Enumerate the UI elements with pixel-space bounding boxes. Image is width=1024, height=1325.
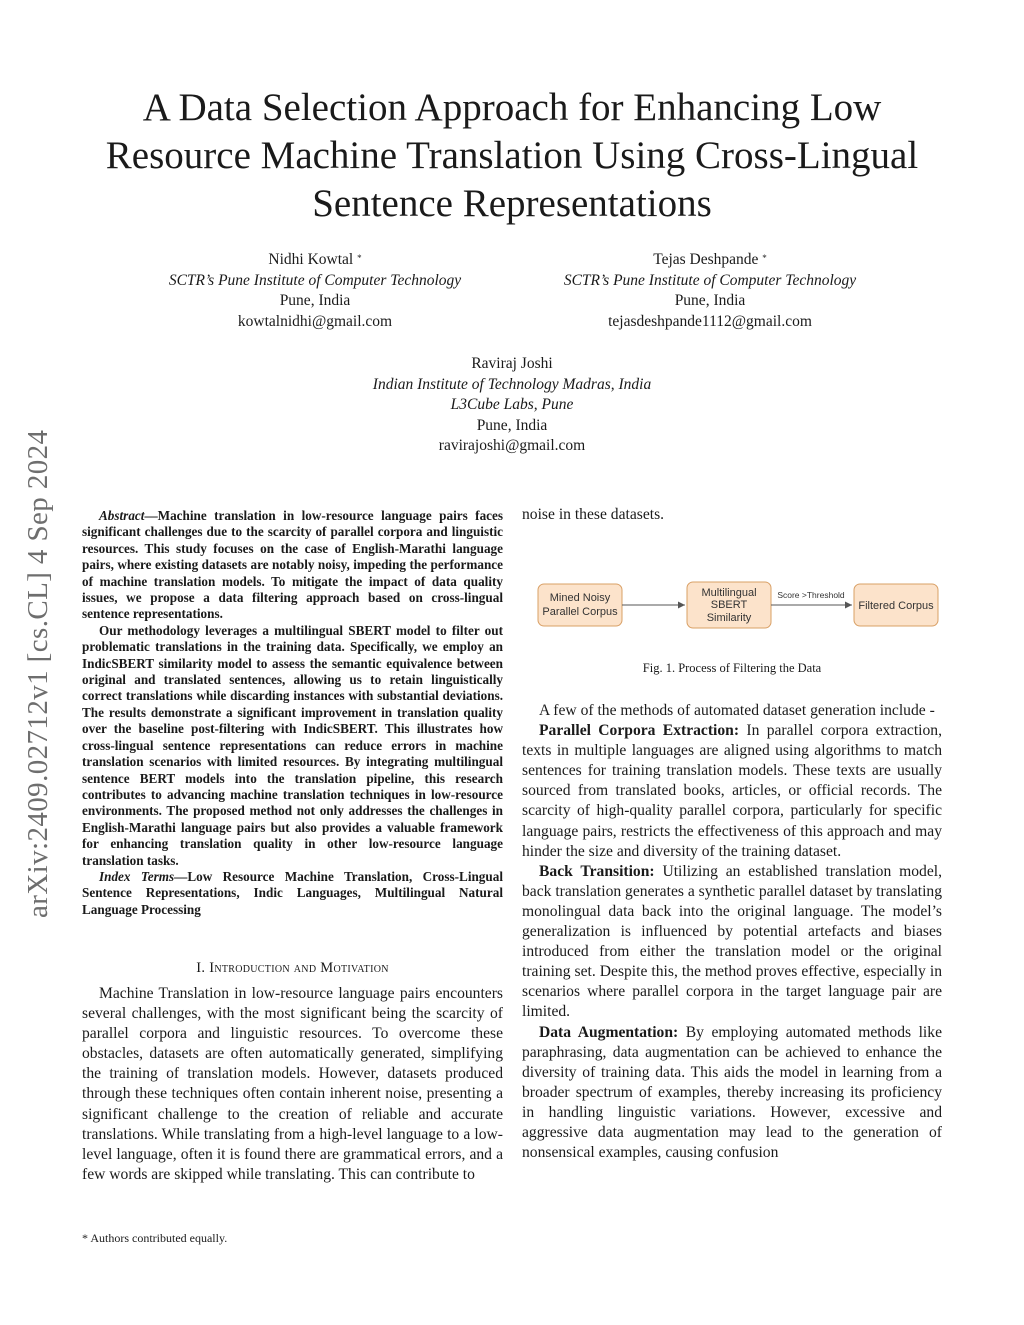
body-paragraph: noise in these datasets.: [522, 506, 665, 523]
author-affiliation: L3Cube Labs, Pune: [450, 396, 574, 413]
section-heading: I. Introduction and Motivation: [196, 960, 389, 976]
intro-section: [82, 984, 503, 1185]
body-paragraph: A few of the methods of automated dataset generation include -: [539, 702, 935, 719]
methods-section: [522, 701, 942, 1163]
abstract: [82, 508, 503, 918]
author-email: ravirajoshi@gmail.com: [438, 437, 586, 454]
figure-box-input: [538, 584, 622, 626]
paper-title: [60, 84, 964, 228]
author-affiliation: Indian Institute of Technology Madras, India: [372, 375, 652, 393]
abstract-label: Abstract: [99, 508, 145, 523]
body-paragraph: Machine Translation in low-resource language pairs encounters several challenges, with the most significant being the scarcity of parallel corpora and linguistic resources. To overcome these obstacles, datasets are often automatically generated, simplifying the training of translation models. However, datasets produced through these techniques often contain inherent noise, presenting a significant challenge to the creation of reliable and accurate translations. While translating from a high-level language to a low-level language, often it is found there are grammatical errors, and a few words are skipped while translating. This can contribute to: [82, 985, 503, 1183]
intro-continuation: [522, 505, 942, 525]
author-location: Pune, India: [674, 292, 746, 309]
figure-edge-label: Score >Threshold: [777, 590, 845, 600]
method-back-transition: Back Transition: Utilizing an established translation model, back translation generates a synthetic parallel dataset by translating monolingual data back into the original language. The model’s generalization is influenced by potential artefacts and biases introduced from either the translation model or the original training set. Despite this, the method proves effective, especially in scenarios where parallel corpora in the target language pair are limited.: [522, 862, 943, 1021]
author-block-kowtal: [120, 250, 510, 332]
index-terms-label: Index Terms: [99, 868, 175, 884]
figure-box-label: Parallel Corpus: [542, 606, 618, 618]
title-line: A Data Selection Approach for Enhancing Low: [142, 86, 882, 129]
footnote: * Authors contributed equally.: [82, 1231, 228, 1245]
author-email: kowtalnidhi@gmail.com: [237, 312, 393, 330]
figure-box-label: Multilingual: [701, 587, 757, 599]
figure-caption: Fig. 1. Process of Filtering the Data: [642, 661, 822, 675]
figure-box-label: Similarity: [706, 612, 752, 624]
method-data-augmentation: Data Augmentation: By employing automated methods like paraphrasing, data augmentation can be achieved to enhance the diversity of training data. This aids the model in learning from a broader spectrum of examples, thereby increasing its proficiency in handling linguistic variations. However, excessive and aggressive data augmentation may lead to the generation of nonsensical examples, causing confusion: [522, 1023, 942, 1162]
author-email: tejasdeshpande1112@gmail.com: [608, 312, 812, 330]
abstract-paragraph: Our methodology leverages a multilingual SBERT model to filter out problematic translations in the training data. Specifically, we employ an IndicSBERT similarity model to assess the semantic equivalence between original and translated sentences, allowing us to retain linguistically correct translations while discarding instances with substantial deviations. The results demonstrate a significant improvement in translation quality over the baseline post-filtering with IndicSBERT. This illustrates how cross-lingual sentence representations can reduce errors in machine translation scenarios with limited resources. By integrating multilingual sentence BERT models into the translation pipeline, this research contributes to advancing machine translation techniques in low-resource environments. The proposed method not only addresses the challenges in English-Marathi language pairs but also provides a valuable framework for enhancing translation quality in other low-resource language translation tasks.: [82, 622, 503, 868]
figure-filtering-process: [522, 570, 942, 640]
author-block-deshpande: [515, 250, 905, 332]
author-affiliation: SCTR’s Pune Institute of Computer Technology: [563, 271, 857, 289]
figure-box-label: Filtered Corpus: [858, 600, 934, 612]
author-location: Pune, India: [279, 292, 351, 309]
author-block-joshi: [312, 354, 712, 457]
index-terms: Index Terms—Low Resource Machine Translation, Cross-Lingual Sentence Representations, Indic Languages, Multilingual Natural Language Processing: [82, 868, 503, 917]
footnote-mark: *: [82, 1231, 88, 1245]
abstract-paragraph: Abstract—Machine translation in low-resource language pairs faces significant challenges due to the scarcity of parallel corpora and linguistic resources. This study focuses on the case of English-Marathi language pairs, where existing datasets are notably noisy, impeding the performance of machine translation models. To mitigate the impact of data quality issues, we propose a data filtering approach based on cross-lingual sentence representations.: [82, 508, 503, 622]
method-parallel-corpora: Parallel Corpora Extraction: In parallel corpora extraction, texts in multiple languages are aligned using algorithms to match sentences for training translation models. These texts are usually sourced from translated books, articles, or official records. The scarcity of high-quality parallel corpora, particularly for specific language pairs, restricts the effectiveness of this approach and may hinder the size and diversity of the training dataset.: [522, 722, 942, 860]
author-name: Tejas Deshpande *: [653, 251, 767, 268]
author-affiliation: SCTR’s Pune Institute of Computer Technology: [168, 271, 462, 289]
arxiv-identifier: arXiv:2409.02712v1 [cs.CL] 4 Sep 2024: [22, 429, 54, 918]
title-line: Sentence Representations: [312, 182, 712, 225]
author-name: Raviraj Joshi: [471, 355, 553, 372]
figure-box-label: SBERT: [710, 599, 748, 611]
title-line: Resource Machine Translation Using Cross-Lingual: [105, 134, 919, 177]
figure-box-label: Mined Noisy: [549, 592, 611, 604]
author-name: Nidhi Kowtal *: [268, 251, 362, 268]
author-location: Pune, India: [476, 416, 548, 434]
